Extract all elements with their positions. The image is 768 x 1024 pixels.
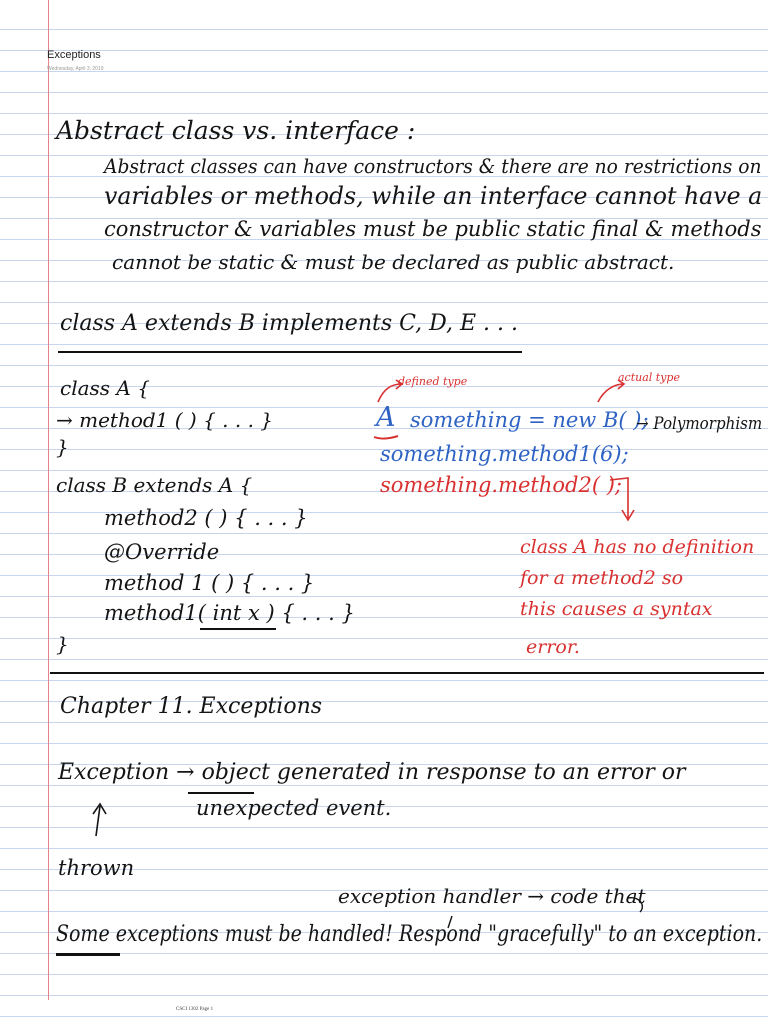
- code-line: }: [56, 632, 69, 656]
- code-line: → method1 ( ) { . . . }: [56, 408, 274, 432]
- error-note-line: error.: [526, 636, 580, 658]
- code-line: method2 ( ) { . . . }: [104, 506, 308, 530]
- page-footer: CSCI 1302 Page 1: [176, 1007, 214, 1012]
- code-line: method 1 ( ) { . . . }: [104, 571, 315, 595]
- annotation-actual-type: actual type: [618, 371, 680, 384]
- code-line-new-b: something = new B( );: [410, 408, 649, 432]
- chapter-heading: Chapter 11. Exceptions: [60, 694, 323, 719]
- annotation-defined-type: defined type: [398, 375, 468, 388]
- code-line: class A {: [60, 376, 150, 400]
- code-line: @Override: [104, 540, 220, 564]
- code-line: method1( int x ) { . . . }: [104, 601, 355, 625]
- heading-abstract-vs-interface: Abstract class vs. interface :: [56, 116, 416, 145]
- code-line-method2: something.method2( );: [380, 473, 622, 497]
- error-note-line: for a method2 so: [520, 567, 684, 589]
- code-line: class B extends A {: [56, 473, 253, 497]
- class-declaration-line: class A extends B implements C, D, E . . .: [60, 311, 519, 336]
- error-note-line: class A has no definition: [520, 536, 755, 558]
- polymorphism-label: → Polymorphism: [636, 414, 763, 434]
- error-note-line: this causes a syntax: [520, 598, 713, 620]
- some-exceptions-line: Some exceptions must be handled! Respond "gracefully" to an exception.: [56, 922, 763, 947]
- paragraph-line: variables or methods, while an interface cannot have a: [104, 182, 763, 210]
- thrown-label: thrown: [58, 856, 135, 880]
- paragraph-line: constructor & variables must be public static final & methods: [104, 217, 762, 241]
- underline: [56, 953, 120, 956]
- exception-definition-line: unexpected event.: [196, 796, 392, 820]
- code-line-method1: something.method1(6);: [380, 442, 629, 466]
- paragraph-line: cannot be static & must be declared as public abstract.: [112, 250, 675, 274]
- page-date: Wednesday, April 3, 2019: [47, 66, 104, 72]
- page-title: Exceptions: [47, 49, 101, 61]
- paragraph-line: Abstract classes can have constructors & there are no restrictions on: [104, 154, 762, 178]
- type-letter-a: A: [376, 402, 396, 433]
- exception-handler-note: exception handler → code that: [338, 884, 646, 908]
- exception-definition-line: Exception → object generated in response to an error or: [58, 760, 686, 785]
- code-line: }: [56, 435, 69, 459]
